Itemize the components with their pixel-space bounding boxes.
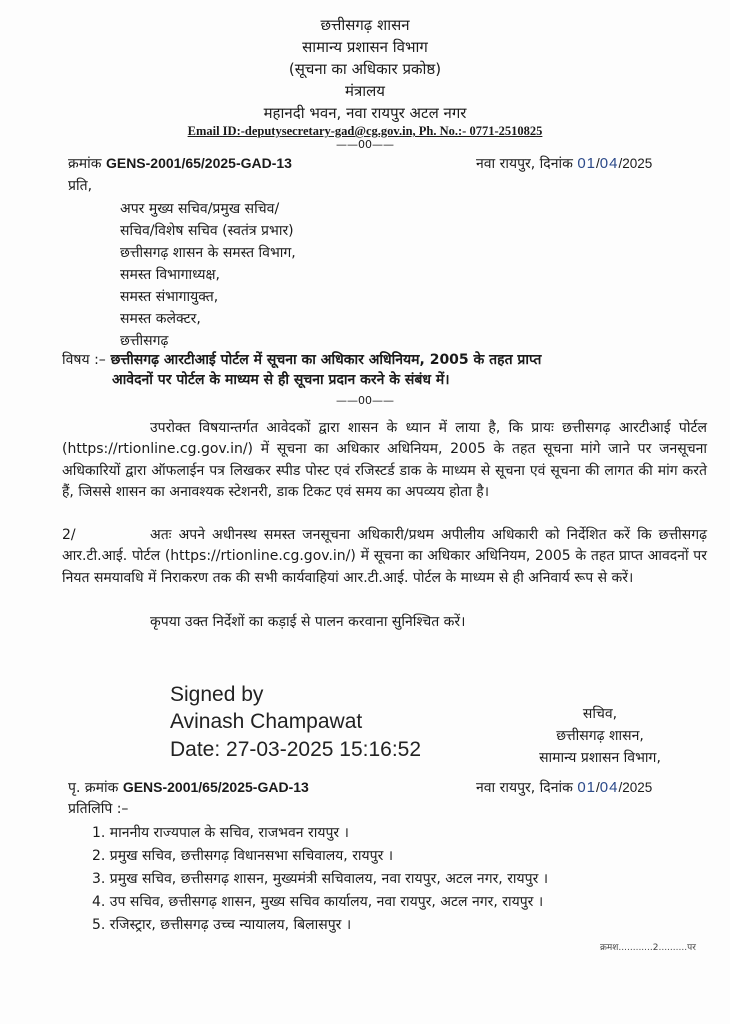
date-separator: / bbox=[618, 780, 623, 795]
header-govt: छत्तीसगढ़ शासन bbox=[320, 16, 410, 34]
reference-date bbox=[476, 154, 652, 173]
continued-note: क्रमश............2..........पर bbox=[600, 943, 696, 953]
date-day: 01 bbox=[577, 155, 597, 172]
prati-label: प्रति, bbox=[68, 178, 93, 194]
copy-list-item: 3. प्रमुख सचिव, छत्तीसगढ़ शासन, मुख्यमंत्री सचिवालय, नवा रायपुर, अटल नगर, रायपुर । bbox=[92, 871, 549, 887]
header-address: महानदी भवन, नवा रायपुर अटल नगर bbox=[263, 104, 467, 122]
designation-department: सामान्य प्रशासन विभाग, bbox=[539, 750, 661, 766]
copy-list-item: 5. रजिस्ट्रार, छत्तीसगढ़ उच्च न्यायालय, बिलासपुर । bbox=[92, 917, 352, 933]
endorsement-label: पृ. क्रमांक bbox=[68, 780, 119, 796]
recipient-line: समस्त विभागाध्यक्ष, bbox=[120, 267, 220, 283]
place-date-label: नवा रायपुर, दिनांक bbox=[476, 780, 573, 796]
date-day: 01 bbox=[577, 779, 597, 796]
recipient-line: अपर मुख्य सचिव/प्रमुख सचिव/ bbox=[120, 201, 280, 217]
date-year: 2025 bbox=[622, 156, 653, 171]
date-separator: / bbox=[596, 156, 600, 171]
subject-label: विषय :– bbox=[62, 352, 106, 368]
body-paragraph-2 bbox=[62, 525, 707, 589]
subject-line-1: छत्तीसगढ़ आरटीआई पोर्टल में सूचना का अधिकार अधिनियम, 2005 के तहत प्राप्त bbox=[110, 352, 542, 368]
subject-line-2: आवेदनों पर पोर्टल के माध्यम से ही सूचना प्रदान करने के संबंध में। bbox=[112, 372, 450, 388]
subject bbox=[62, 350, 707, 390]
header-separator: ——00—— bbox=[336, 138, 394, 151]
endorsement-number: GENS-2001/65/2025-GAD-13 bbox=[122, 779, 309, 795]
reference-label: क्रमांक bbox=[68, 156, 102, 172]
header-cell: (सूचना का अधिकार प्रकोष्ठ) bbox=[288, 60, 442, 78]
copy-label: प्रतिलिपि :– bbox=[68, 801, 129, 817]
date-year: 2025 bbox=[622, 780, 653, 795]
copy-list-item: 4. उप सचिव, छत्तीसगढ़ शासन, मुख्य सचिव कार्यालय, नवा रायपुर, अटल नगर, रायपुर । bbox=[92, 894, 544, 910]
recipient-line: सचिव/विशेष सचिव (स्वतंत्र प्रभार) bbox=[120, 223, 294, 239]
endorsement-date bbox=[476, 778, 652, 797]
place-date-label: नवा रायपुर, दिनांक bbox=[476, 156, 573, 172]
signature-name: Avinash Champawat bbox=[170, 710, 363, 733]
paragraph-2-text: अतः अपने अधीनस्थ समस्त जनसूचना अधिकारी/प्रथम अपीलीय अधिकारी को निर्देशित करें कि छत्तीसगढ़ आर.टी.आई. पोर्टल (https://rtionline.cg.gov.in/) में सूचना का अधिकार अधिनियम, 2005 के तहत प्राप्त आवदनों पर नियत समयावधि में निराकरण तक की सभी कार्यवाहियां आर.टी.आई. पोर्टल के माध्यम से ही अनिवार्य रूप से करें। bbox=[62, 527, 707, 586]
date-separator: / bbox=[618, 156, 623, 171]
designation-title: सचिव, bbox=[582, 706, 618, 722]
header-department: सामान्य प्रशासन विभाग bbox=[302, 38, 428, 56]
recipient-line: समस्त कलेक्टर, bbox=[120, 311, 201, 327]
reference-number: GENS-2001/65/2025-GAD-13 bbox=[105, 155, 292, 171]
paragraph-2-number: 2/ bbox=[62, 527, 76, 543]
recipient-line: छत्तीसगढ़ शासन के समस्त विभाग, bbox=[120, 245, 296, 261]
paragraph-1-text: उपरोक्त विषयान्तर्गत आवेदकों द्वारा शासन के ध्यान में लाया है, कि प्रायः छत्तीसगढ़ आरटीआई पोर्टल (https://rtionline.cg.gov.in/) में सूचना का अधिकार अधिनियम, 2005 के तहत सूचना मांगे जाने पर जनसूचना अधिकारियों द्वारा ऑफलाईन पत्र लिखकर स्पीड पोस्ट एवं रजिस्टर्ड डाक के माध्यम से सूचना एवं सूचना की लागत की मांग करते हैं, जिससे शासन का अनावश्यक स्टेशनरी, डाक टिकट एवं समय का अपव्यय होता है। bbox=[62, 420, 707, 501]
recipient-line: समस्त संभागायुक्त, bbox=[120, 289, 219, 305]
header-ministry: मंत्रालय bbox=[344, 82, 385, 100]
date-separator: / bbox=[596, 780, 600, 795]
subject-separator: ——00—— bbox=[336, 394, 394, 407]
designation-govt: छत्तीसगढ़ शासन, bbox=[556, 728, 644, 744]
header-email-phone: Email ID:-deputysecretary-gad@cg.gov.in, Ph. No.:- 0771-2510825 bbox=[187, 124, 543, 138]
signature-signed-by: Signed by bbox=[170, 683, 264, 706]
date-month: 04 bbox=[599, 155, 619, 172]
copy-list-item: 1. माननीय राज्यपाल के सचिव, राजभवन रायपुर । bbox=[92, 825, 349, 841]
paragraph-3-text: कृपया उक्त निर्देशों का कड़ाई से पालन करवाना सुनिश्चित करें। bbox=[150, 614, 466, 630]
endorsement-reference bbox=[68, 778, 309, 797]
copy-list-item: 2. प्रमुख सचिव, छत्तीसगढ़ विधानसभा सचिवालय, रायपुर । bbox=[92, 848, 394, 864]
body-paragraph-1 bbox=[62, 418, 707, 504]
date-month: 04 bbox=[599, 779, 619, 796]
recipient-line: छत्तीसगढ़ bbox=[120, 333, 169, 349]
body-paragraph-3 bbox=[62, 612, 707, 633]
signature-date: Date: 27-03-2025 15:16:52 bbox=[170, 738, 422, 761]
reference-line bbox=[68, 154, 292, 173]
